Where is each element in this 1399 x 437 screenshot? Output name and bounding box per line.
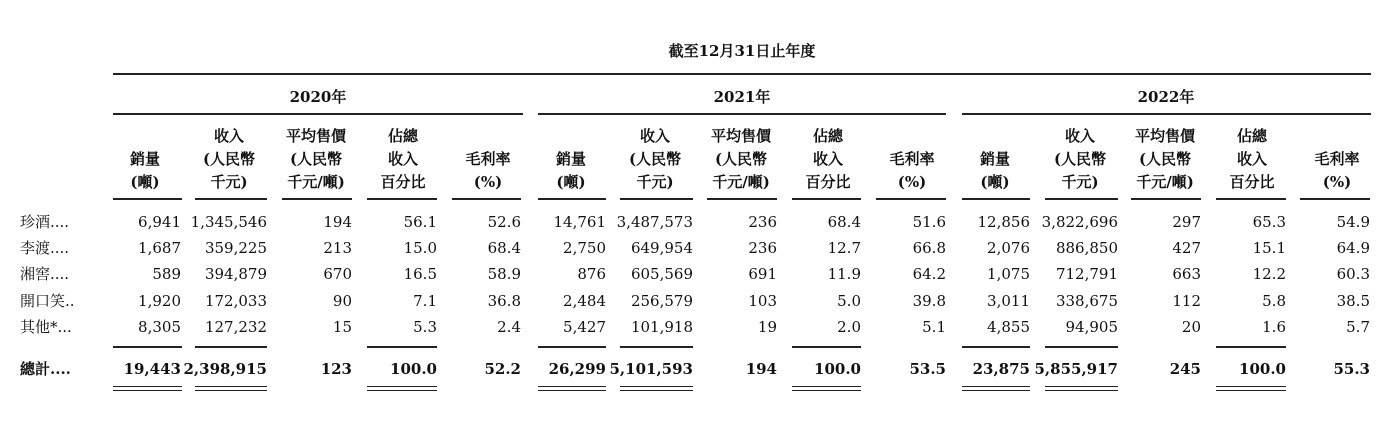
cell-2022-gross-margin: 5.7 — [1346, 318, 1370, 336]
col-header-2022-revenue: 千元) — [1061, 173, 1099, 191]
col-header-2022-volume: (噸) — [980, 173, 1010, 191]
subtotal-rule-2021-volume — [538, 346, 606, 348]
cell-2021-volume: 14,761 — [553, 213, 606, 231]
cell-2021-avg-price: 19 — [757, 318, 777, 336]
cell-2020-gross-margin: 52.6 — [487, 213, 521, 231]
col-header-rule-2020-revenue — [195, 198, 267, 200]
cell-2021-gross-margin: 39.8 — [912, 292, 946, 310]
row-label: 其他*... — [20, 318, 72, 336]
col-header-rule-2020-volume — [113, 198, 182, 200]
cell-2021-revenue: 649,954 — [630, 239, 693, 257]
col-header-2022-avg-price: 千元/噸) — [1136, 173, 1194, 191]
cell-2020-revenue-pct: 5.3 — [413, 318, 437, 336]
col-header-2020-volume: (噸) — [130, 173, 160, 191]
cell-2020-volume: 8,305 — [138, 318, 181, 336]
col-header-2022-avg-price: 平均售價 — [1134, 127, 1196, 145]
total-double-rule-2020-revenue-pct — [367, 386, 437, 391]
total-2021-gross-margin: 53.5 — [909, 360, 946, 378]
col-header-rule-2021-gross-margin — [876, 198, 946, 200]
header-rule — [113, 73, 1371, 75]
total-2020-revenue-pct: 100.0 — [390, 360, 437, 378]
cell-2020-volume: 1,920 — [138, 292, 181, 310]
cell-2020-avg-price: 670 — [323, 265, 352, 283]
cell-2022-gross-margin: 60.3 — [1336, 265, 1370, 283]
total-2021-avg-price: 194 — [745, 360, 777, 378]
subtotal-rule-2022-revenue-pct — [1216, 346, 1286, 348]
total-2021-revenue-pct: 100.0 — [814, 360, 861, 378]
cell-2020-revenue-pct: 15.0 — [403, 239, 437, 257]
total-2022-revenue: 5,855,917 — [1034, 360, 1118, 378]
cell-2021-revenue-pct: 2.0 — [837, 318, 861, 336]
total-double-rule-2021-revenue-pct — [792, 386, 861, 391]
cell-2022-avg-price: 663 — [1172, 265, 1201, 283]
cell-2020-avg-price: 194 — [323, 213, 352, 231]
cell-2022-volume: 4,855 — [987, 318, 1030, 336]
col-header-2022-gross-margin: (%) — [1322, 173, 1352, 191]
col-header-2021-gross-margin: 毛利率 — [889, 150, 935, 168]
cell-2022-avg-price: 112 — [1172, 292, 1201, 310]
subtotal-rule-2022-volume — [962, 346, 1030, 348]
col-header-rule-2020-revenue-pct — [367, 198, 437, 200]
row-label: 湘窖.... — [20, 265, 70, 283]
col-header-2022-gross-margin: 毛利率 — [1314, 150, 1360, 168]
year-2022-header: 2022年 — [1137, 88, 1195, 106]
cell-2021-volume: 2,484 — [563, 292, 606, 310]
cell-2021-avg-price: 236 — [748, 213, 777, 231]
cell-2020-gross-margin: 58.9 — [487, 265, 521, 283]
col-header-rule-2021-revenue-pct — [792, 198, 861, 200]
subtotal-rule-2020-revenue — [195, 346, 267, 348]
col-header-2022-revenue: (人民幣 — [1053, 150, 1107, 168]
cell-2022-revenue-pct: 1.6 — [1262, 318, 1286, 336]
cell-2020-revenue: 359,225 — [204, 239, 267, 257]
total-2020-revenue: 2,398,915 — [183, 360, 267, 378]
col-header-2021-avg-price: (人民幣 — [714, 150, 768, 168]
col-header-2020-revenue-pct: 收入 — [387, 150, 419, 168]
cell-2020-avg-price: 90 — [332, 292, 352, 310]
total-2020-avg-price: 123 — [320, 360, 352, 378]
cell-2021-volume: 2,750 — [563, 239, 606, 257]
col-header-rule-2021-revenue — [620, 198, 693, 200]
total-2022-avg-price: 245 — [1169, 360, 1201, 378]
col-header-2022-revenue-pct: 百分比 — [1229, 173, 1275, 191]
cell-2022-avg-price: 427 — [1172, 239, 1201, 257]
col-header-2020-gross-margin: 毛利率 — [465, 150, 511, 168]
cell-2021-avg-price: 691 — [748, 265, 777, 283]
col-header-2022-revenue: 收入 — [1064, 127, 1096, 145]
cell-2022-volume: 12,856 — [977, 213, 1030, 231]
subtotal-rule-2021-revenue — [620, 346, 693, 348]
cell-2021-revenue: 3,487,573 — [616, 213, 693, 231]
year-2020-header: 2020年 — [289, 88, 347, 106]
col-header-2021-revenue-pct: 收入 — [812, 150, 844, 168]
cell-2022-revenue-pct: 65.3 — [1252, 213, 1286, 231]
cell-2021-revenue-pct: 12.7 — [827, 239, 861, 257]
col-header-2020-avg-price: 千元/噸) — [287, 173, 345, 191]
year-2020-rule — [113, 113, 523, 115]
row-label: 珍酒.... — [20, 213, 70, 231]
cell-2022-volume: 2,076 — [987, 239, 1030, 257]
cell-2022-volume: 3,011 — [987, 292, 1030, 310]
col-header-2021-volume: 銷量 — [555, 150, 587, 168]
year-2021-header: 2021年 — [713, 88, 771, 106]
col-header-2020-volume: 銷量 — [129, 150, 161, 168]
cell-2022-revenue-pct: 15.1 — [1252, 239, 1286, 257]
col-header-2021-revenue-pct: 佔總 — [812, 127, 844, 145]
cell-2022-revenue: 3,822,696 — [1041, 213, 1118, 231]
col-header-rule-2022-gross-margin — [1300, 198, 1370, 200]
col-header-2021-revenue: (人民幣 — [628, 150, 682, 168]
col-header-rule-2021-volume — [538, 198, 606, 200]
col-header-2021-revenue-pct: 百分比 — [805, 173, 851, 191]
total-2021-revenue: 5,101,593 — [609, 360, 693, 378]
period-title: 截至12月31日止年度 — [668, 42, 816, 60]
year-2021-rule — [538, 113, 946, 115]
cell-2021-revenue: 605,569 — [630, 265, 693, 283]
year-2022-rule — [962, 113, 1371, 115]
cell-2022-revenue: 94,905 — [1065, 318, 1118, 336]
cell-2020-revenue: 394,879 — [204, 265, 267, 283]
total-double-rule-2021-revenue — [620, 386, 693, 391]
total-2022-revenue-pct: 100.0 — [1239, 360, 1286, 378]
total-double-rule-2020-volume — [113, 386, 182, 391]
cell-2021-avg-price: 103 — [748, 292, 777, 310]
col-header-2021-avg-price: 千元/噸) — [712, 173, 770, 191]
subtotal-rule-2020-volume — [113, 346, 182, 348]
cell-2021-gross-margin: 5.1 — [922, 318, 946, 336]
cell-2021-avg-price: 236 — [748, 239, 777, 257]
col-header-rule-2022-volume — [962, 198, 1030, 200]
cell-2022-revenue-pct: 12.2 — [1252, 265, 1286, 283]
col-header-rule-2022-avg-price — [1131, 198, 1201, 200]
cell-2021-revenue-pct: 11.9 — [827, 265, 861, 283]
cell-2020-revenue: 127,232 — [204, 318, 267, 336]
cell-2021-gross-margin: 66.8 — [912, 239, 946, 257]
col-header-rule-2022-revenue-pct — [1216, 198, 1286, 200]
cell-2022-gross-margin: 38.5 — [1336, 292, 1370, 310]
col-header-2022-avg-price: (人民幣 — [1138, 150, 1192, 168]
cell-2021-volume: 5,427 — [563, 318, 606, 336]
col-header-2022-revenue-pct: 佔總 — [1236, 127, 1268, 145]
cell-2021-revenue: 256,579 — [630, 292, 693, 310]
cell-2022-revenue: 712,791 — [1055, 265, 1118, 283]
cell-2020-revenue: 1,345,546 — [190, 213, 267, 231]
cell-2022-volume: 1,075 — [987, 265, 1030, 283]
col-header-rule-2020-gross-margin — [452, 198, 521, 200]
cell-2020-gross-margin: 2.4 — [497, 318, 521, 336]
cell-2020-revenue-pct: 56.1 — [403, 213, 437, 231]
cell-2020-revenue-pct: 7.1 — [413, 292, 437, 310]
cell-2020-gross-margin: 68.4 — [487, 239, 521, 257]
cell-2020-gross-margin: 36.8 — [487, 292, 521, 310]
total-2020-volume: 19,443 — [123, 360, 181, 378]
cell-2020-revenue: 172,033 — [204, 292, 267, 310]
cell-2022-revenue: 338,675 — [1055, 292, 1118, 310]
total-2022-gross-margin: 55.3 — [1333, 360, 1370, 378]
col-header-2020-revenue: 千元) — [210, 173, 248, 191]
cell-2020-avg-price: 213 — [323, 239, 352, 257]
col-header-2020-gross-margin: (%) — [473, 173, 503, 191]
total-double-rule-2022-revenue — [1045, 386, 1118, 391]
total-double-rule-2021-volume — [538, 386, 606, 391]
cell-2022-gross-margin: 64.9 — [1336, 239, 1370, 257]
col-header-2022-revenue-pct: 收入 — [1236, 150, 1268, 168]
cell-2020-volume: 6,941 — [138, 213, 181, 231]
col-header-rule-2021-avg-price — [707, 198, 777, 200]
total-label: 總計.... — [20, 360, 71, 378]
col-header-2021-gross-margin: (%) — [897, 173, 927, 191]
col-header-2021-avg-price: 平均售價 — [710, 127, 772, 145]
subtotal-rule-2020-revenue-pct — [367, 346, 437, 348]
cell-2022-revenue: 886,850 — [1055, 239, 1118, 257]
row-label: 開口笑.. — [20, 292, 75, 310]
cell-2021-gross-margin: 64.2 — [912, 265, 946, 283]
cell-2020-volume: 589 — [152, 265, 181, 283]
col-header-2020-revenue-pct: 百分比 — [380, 173, 426, 191]
col-header-rule-2022-revenue — [1045, 198, 1118, 200]
cell-2020-avg-price: 15 — [332, 318, 352, 336]
cell-2021-revenue: 101,918 — [630, 318, 693, 336]
col-header-2022-volume: 銷量 — [979, 150, 1011, 168]
col-header-2021-revenue: 千元) — [636, 173, 674, 191]
cell-2021-gross-margin: 51.6 — [912, 213, 946, 231]
total-2021-volume: 26,299 — [548, 360, 606, 378]
col-header-2020-revenue: (人民幣 — [202, 150, 256, 168]
cell-2021-revenue-pct: 68.4 — [827, 213, 861, 231]
subtotal-rule-2021-revenue-pct — [792, 346, 861, 348]
cell-2021-volume: 876 — [577, 265, 606, 283]
col-header-2020-revenue-pct: 佔總 — [387, 127, 419, 145]
row-label: 李渡.... — [20, 239, 70, 257]
col-header-2020-avg-price: (人民幣 — [289, 150, 343, 168]
total-double-rule-2022-volume — [962, 386, 1030, 391]
col-header-2021-revenue: 收入 — [639, 127, 671, 145]
total-2020-gross-margin: 52.2 — [484, 360, 521, 378]
cell-2020-volume: 1,687 — [138, 239, 181, 257]
col-header-2020-avg-price: 平均售價 — [285, 127, 347, 145]
total-double-rule-2022-revenue-pct — [1216, 386, 1286, 391]
col-header-2020-revenue: 收入 — [213, 127, 245, 145]
col-header-2021-volume: (噸) — [556, 173, 586, 191]
subtotal-rule-2022-revenue — [1045, 346, 1118, 348]
col-header-rule-2020-avg-price — [282, 198, 352, 200]
cell-2022-gross-margin: 54.9 — [1336, 213, 1370, 231]
cell-2022-avg-price: 297 — [1172, 213, 1201, 231]
total-2022-volume: 23,875 — [972, 360, 1030, 378]
total-double-rule-2020-revenue — [195, 386, 267, 391]
cell-2022-avg-price: 20 — [1181, 318, 1201, 336]
cell-2020-revenue-pct: 16.5 — [403, 265, 437, 283]
cell-2022-revenue-pct: 5.8 — [1262, 292, 1286, 310]
cell-2021-revenue-pct: 5.0 — [837, 292, 861, 310]
